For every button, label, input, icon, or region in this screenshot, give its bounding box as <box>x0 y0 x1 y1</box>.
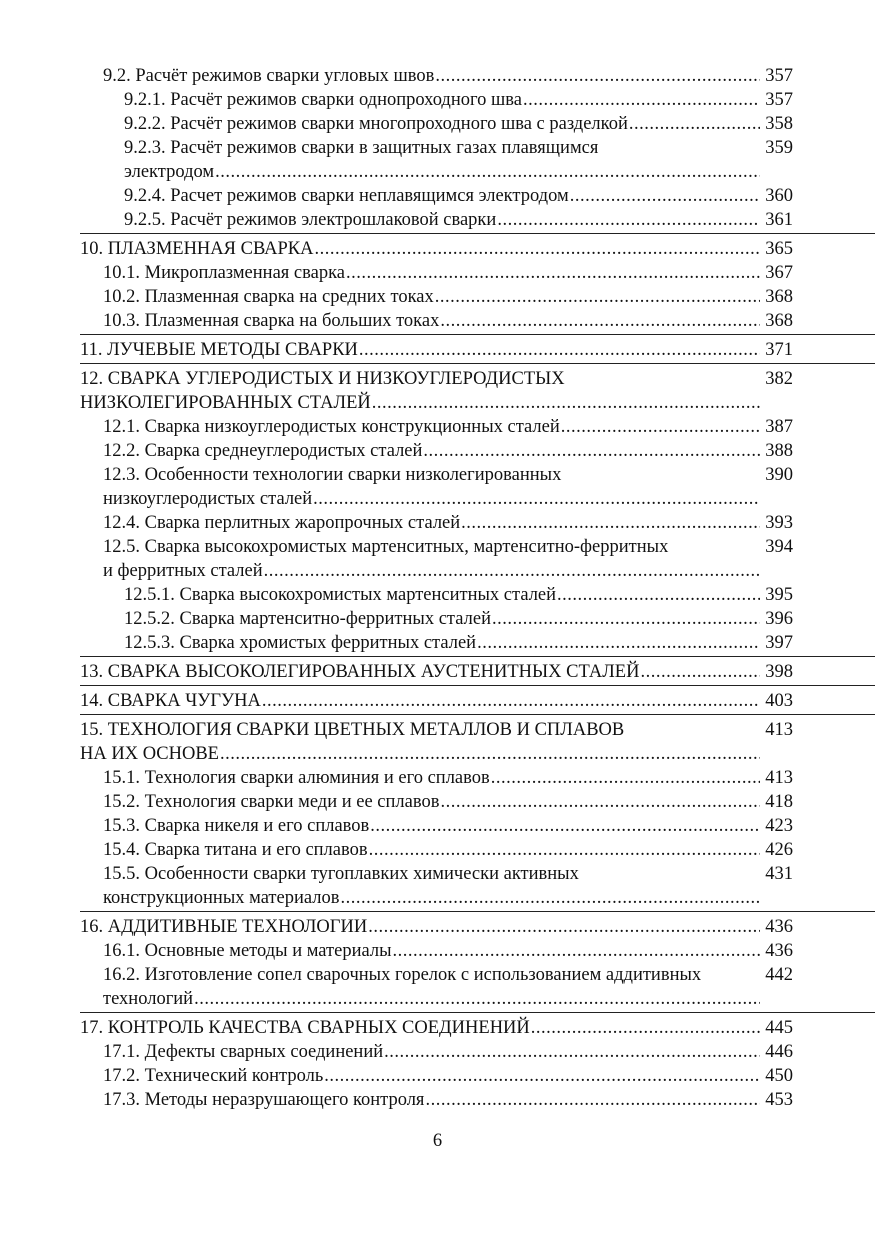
toc-entry-title: 12.2. Сварка среднеуглеродистых сталей <box>103 441 423 461</box>
toc-entry-title: 12.5.3. Сварка хромистых ферритных сталей <box>124 633 477 653</box>
toc-entry[interactable] <box>0 285 875 309</box>
toc-entry-title: НИЗКОЛЕГИРОВАННЫХ СТАЛЕЙ <box>80 393 371 413</box>
toc-entry-title: 15.2. Технология сварки меди и ее сплавов <box>103 792 440 812</box>
dot-leader <box>340 886 760 910</box>
toc-entry[interactable] <box>0 939 875 963</box>
toc-entry-page: 361 <box>765 210 793 230</box>
toc-entry[interactable] <box>0 334 875 362</box>
toc-entry[interactable] <box>0 685 875 713</box>
toc-entry[interactable] <box>0 363 875 415</box>
toc-entry[interactable] <box>0 535 875 583</box>
dot-leader <box>497 208 760 232</box>
toc-entry-title: 10.3. Плазменная сварка на больших токах <box>103 311 440 331</box>
toc-entry-title: электродом <box>124 162 215 182</box>
toc-entry[interactable] <box>0 309 875 333</box>
toc-entry-page: 450 <box>765 1066 793 1086</box>
toc-entry[interactable] <box>0 1064 875 1088</box>
toc-entry[interactable] <box>0 911 875 939</box>
dot-leader <box>477 631 760 655</box>
dot-leader <box>220 742 760 766</box>
dot-leader <box>425 1088 760 1112</box>
toc-entry[interactable] <box>0 838 875 862</box>
toc-entry[interactable] <box>0 714 875 766</box>
toc-entry-title: 17. КОНТРОЛЬ КАЧЕСТВА СВАРНЫХ СОЕДИНЕНИЙ <box>80 1018 530 1038</box>
toc-entry-title: 12.1. Сварка низкоуглеродистых конструкционных сталей <box>103 417 560 437</box>
toc-entry-title-line: 12.3. Особенности технологии сварки низколегированных <box>103 465 562 485</box>
dot-leader <box>369 838 760 862</box>
toc-entry-page: 398 <box>765 662 793 682</box>
toc-entry-page: 394 <box>765 537 793 557</box>
toc-entry-title: 13. СВАРКА ВЫСОКОЛЕГИРОВАННЫХ АУСТЕНИТНЫХ СТАЛЕЙ <box>80 662 640 682</box>
toc-entry[interactable] <box>0 511 875 535</box>
toc-entry-title: 16. АДДИТИВНЫЕ ТЕХНОЛОГИИ <box>80 917 368 937</box>
toc-entry[interactable] <box>0 261 875 285</box>
toc-entry-page: 388 <box>765 441 793 461</box>
toc-entry-title: 9.2.2. Расчёт режимов сварки многопроходного шва с разделкой <box>124 114 628 134</box>
toc-entry[interactable] <box>0 790 875 814</box>
toc-entry-title: 12.5.1. Сварка высокохромистых мартенситных сталей <box>124 585 557 605</box>
toc-entry-title: 9.2.4. Расчет режимов сварки неплавящимся электродом <box>124 186 569 206</box>
toc-entry[interactable] <box>0 607 875 631</box>
toc-entry-page: 387 <box>765 417 793 437</box>
toc-entry[interactable] <box>0 439 875 463</box>
dot-leader <box>491 766 760 790</box>
dot-leader <box>215 160 760 184</box>
dot-leader <box>346 261 760 285</box>
toc-entry-page: 395 <box>765 585 793 605</box>
toc-entry-page: 393 <box>765 513 793 533</box>
dot-leader <box>264 559 760 583</box>
toc-entry[interactable] <box>0 415 875 439</box>
dot-leader <box>384 1040 760 1064</box>
toc-entry[interactable] <box>0 1012 875 1040</box>
toc-entry-title: 14. СВАРКА ЧУГУНА <box>80 691 261 711</box>
toc-entry-page: 368 <box>765 287 793 307</box>
toc-entry-title: 10.1. Микроплазменная сварка <box>103 263 345 283</box>
toc-entry-page: 359 <box>765 138 793 158</box>
toc-entry-title: 15.4. Сварка титана и его сплавов <box>103 840 368 860</box>
dot-leader <box>372 391 760 415</box>
dot-leader <box>461 511 760 535</box>
toc-entry-page: 371 <box>765 340 793 360</box>
toc-entry-title: технологий <box>103 989 194 1009</box>
dot-leader <box>435 285 760 309</box>
toc-entry[interactable] <box>0 656 875 684</box>
dot-leader <box>314 237 760 261</box>
toc-entry[interactable] <box>0 463 875 511</box>
toc-entry-page: 396 <box>765 609 793 629</box>
toc-entry-title: конструкционных материалов <box>103 888 340 908</box>
toc-entry-title-line: 15.5. Особенности сварки тугоплавких химически активных <box>103 864 579 884</box>
dot-leader <box>557 583 760 607</box>
toc-entry-title: 15.3. Сварка никеля и его сплавов <box>103 816 370 836</box>
toc-entry-title-line: 9.2.3. Расчёт режимов сварки в защитных газах плавящимся <box>124 138 599 158</box>
toc-entry[interactable] <box>0 862 875 910</box>
toc-entry-page: 413 <box>765 768 793 788</box>
toc-entry-title: 9.2. Расчёт режимов сварки угловых швов <box>103 66 435 86</box>
dot-leader <box>359 338 760 362</box>
toc-entry[interactable] <box>0 233 875 261</box>
toc-entry-title: 16.1. Основные методы и материалы <box>103 941 392 961</box>
toc-entry-title-line: 12. СВАРКА УГЛЕРОДИСТЫХ И НИЗКОУГЛЕРОДИСТЫХ <box>80 369 565 389</box>
toc-entry[interactable] <box>0 64 875 88</box>
toc-entry-page: 445 <box>765 1018 793 1038</box>
toc-entry[interactable] <box>0 766 875 790</box>
dot-leader <box>324 1064 760 1088</box>
toc-entry-page: 426 <box>765 840 793 860</box>
dot-leader <box>393 939 760 963</box>
toc-entry-page: 442 <box>765 965 793 985</box>
toc-entry-page: 358 <box>765 114 793 134</box>
toc-entry-title: 17.1. Дефекты сварных соединений <box>103 1042 384 1062</box>
toc-entry-page: 367 <box>765 263 793 283</box>
toc-entry[interactable] <box>0 88 875 112</box>
dot-leader <box>492 607 760 631</box>
toc-entry-title-line: 16.2. Изготовление сопел сварочных горелок с использованием аддитивных <box>103 965 702 985</box>
toc-entry-title: низкоуглеродистых сталей <box>103 489 313 509</box>
toc-entry-page: 413 <box>765 720 793 740</box>
toc-entry[interactable] <box>0 1040 875 1064</box>
dot-leader <box>570 184 760 208</box>
toc-entry-page: 397 <box>765 633 793 653</box>
toc-entry-title: 10.2. Плазменная сварка на средних токах <box>103 287 434 307</box>
dot-leader <box>368 915 760 939</box>
dot-leader <box>440 790 760 814</box>
toc-entry-page: 357 <box>765 66 793 86</box>
toc-entry[interactable] <box>0 583 875 607</box>
toc-entry[interactable] <box>0 814 875 838</box>
toc-entry[interactable] <box>0 1088 875 1112</box>
toc-entry-page: 357 <box>765 90 793 110</box>
toc-entry-title-line: 12.5. Сварка высокохромистых мартенситных, мартенситно-ферритных <box>103 537 669 557</box>
toc-entry-page: 446 <box>765 1042 793 1062</box>
toc-entry-title: НА ИХ ОСНОВЕ <box>80 744 219 764</box>
toc-entry[interactable] <box>0 136 875 184</box>
dot-leader <box>440 309 760 333</box>
toc-entry[interactable] <box>0 112 875 136</box>
dot-leader <box>262 689 760 713</box>
page-number: 6 <box>432 1131 443 1151</box>
toc-entry-page: 390 <box>765 465 793 485</box>
dot-leader <box>194 987 760 1011</box>
toc-entry-page: 418 <box>765 792 793 812</box>
toc-entry-page: 382 <box>765 369 793 389</box>
toc-entry-title-line: 15. ТЕХНОЛОГИЯ СВАРКИ ЦВЕТНЫХ МЕТАЛЛОВ И СПЛАВОВ <box>80 720 625 740</box>
toc-entry-page: 436 <box>765 917 793 937</box>
toc-entry-title: 17.2. Технический контроль <box>103 1066 324 1086</box>
toc-entry[interactable] <box>0 208 875 232</box>
dot-leader <box>561 415 760 439</box>
toc-entry[interactable] <box>0 631 875 655</box>
dot-leader <box>629 112 760 136</box>
toc-entry-page: 453 <box>765 1090 793 1110</box>
toc-entry-page: 360 <box>765 186 793 206</box>
toc-entry-title: 9.2.5. Расчёт режимов электрошлаковой сварки <box>124 210 497 230</box>
dot-leader <box>640 660 760 684</box>
toc-entry-title: 10. ПЛАЗМЕННАЯ СВАРКА <box>80 239 314 259</box>
toc-entry-title: 9.2.1. Расчёт режимов сварки однопроходного шва <box>124 90 522 110</box>
dot-leader <box>531 1016 760 1040</box>
dot-leader <box>313 487 760 511</box>
toc-entry-title: 12.4. Сварка перлитных жаропрочных сталей <box>103 513 461 533</box>
toc-entry-title: и ферритных сталей <box>103 561 263 581</box>
toc-entry[interactable] <box>0 963 875 1011</box>
dot-leader <box>523 88 760 112</box>
toc-entry-title: 17.3. Методы неразрушающего контроля <box>103 1090 425 1110</box>
toc-entry-page: 365 <box>765 239 793 259</box>
toc-entry-title: 11. ЛУЧЕВЫЕ МЕТОДЫ СВАРКИ <box>80 340 358 360</box>
toc-entry-page: 403 <box>765 691 793 711</box>
toc-entry-title: 15.1. Технология сварки алюминия и его сплавов <box>103 768 490 788</box>
toc-entry-page: 436 <box>765 941 793 961</box>
dot-leader <box>435 64 760 88</box>
table-of-contents <box>0 64 875 1112</box>
toc-entry-page: 368 <box>765 311 793 331</box>
dot-leader <box>370 814 760 838</box>
toc-entry-page: 423 <box>765 816 793 836</box>
toc-entry-title: 12.5.2. Сварка мартенситно-ферритных сталей <box>124 609 491 629</box>
toc-entry-page: 431 <box>765 864 793 884</box>
toc-entry[interactable] <box>0 184 875 208</box>
dot-leader <box>423 439 760 463</box>
